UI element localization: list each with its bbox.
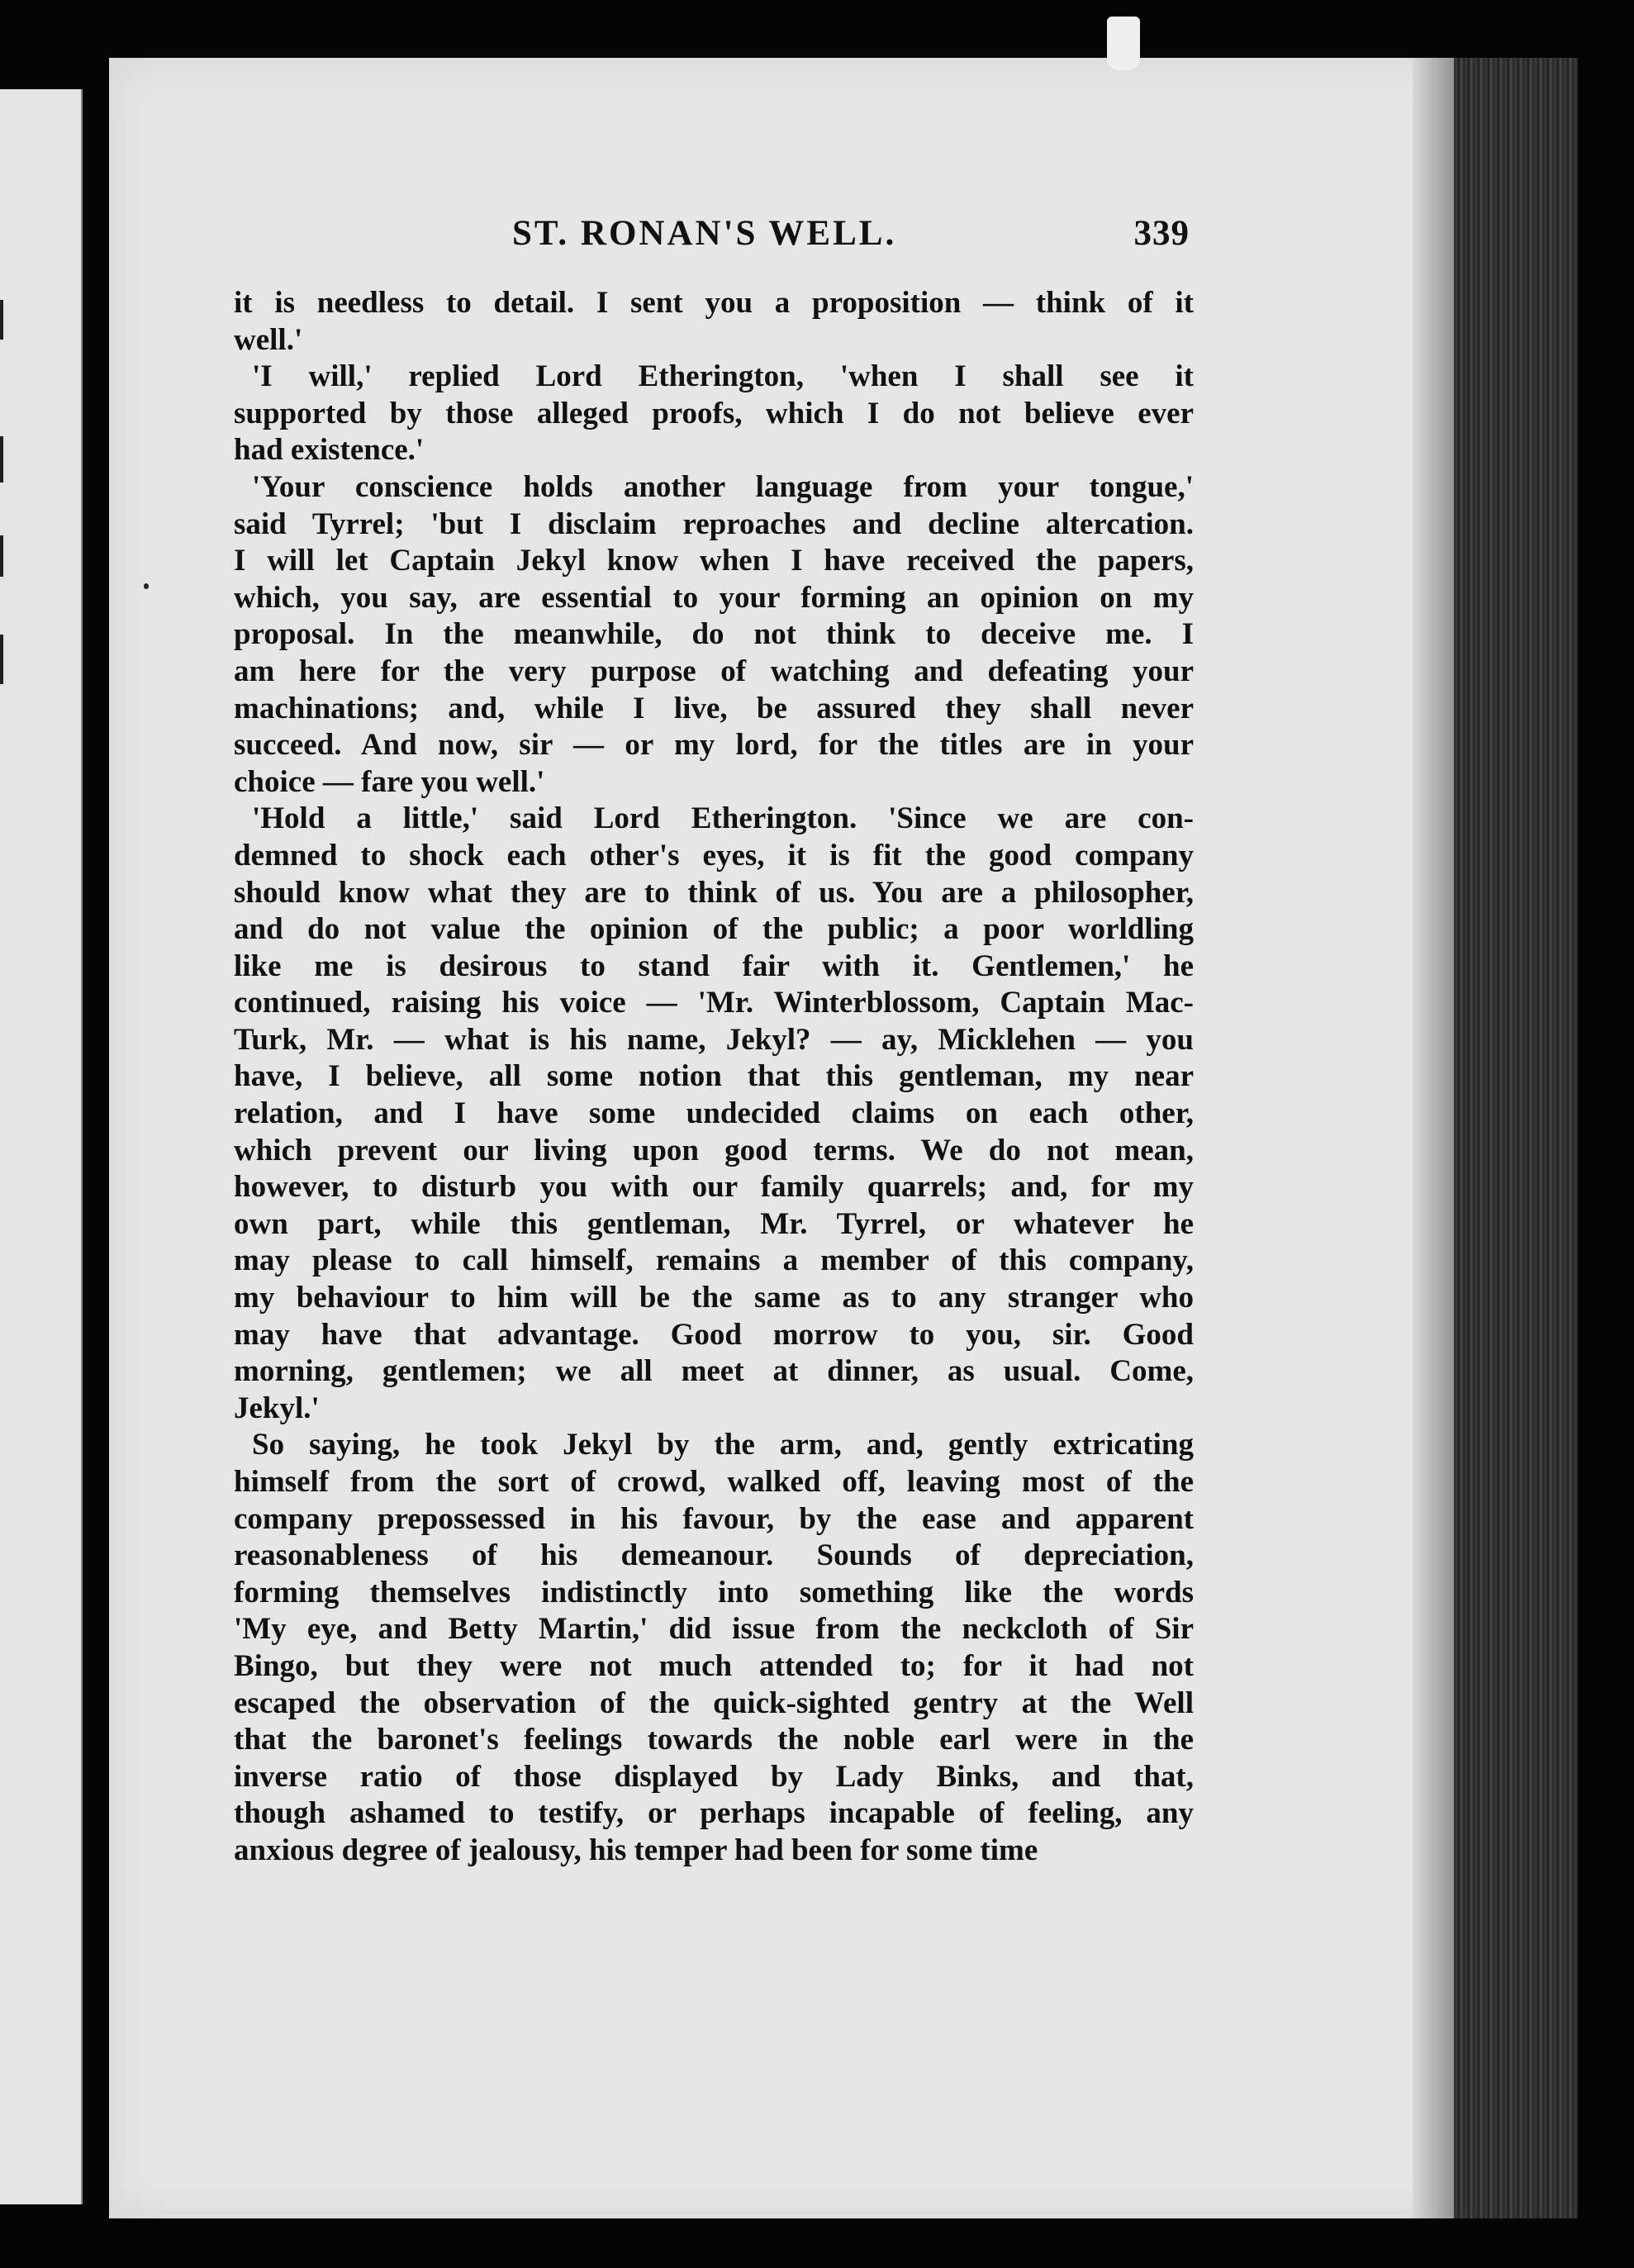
text-line: himself from the sort of crowd, walked off, leaving most of the: [234, 1465, 1194, 1499]
text-line: proposal. In the meanwhile, do not think to deceive me. I: [234, 617, 1194, 652]
left-page-mark: [0, 635, 3, 684]
text-line: forming themselves indistinctly into something like the words: [234, 1575, 1194, 1609]
text-line: however, to disturb you with our family quarrels; and, for my: [234, 1170, 1194, 1205]
text-line: which, you say, are essential to your forming an opinion on my: [234, 580, 1194, 615]
text-line: and do not value the opinion of the public; a poor worldling: [234, 912, 1194, 947]
scan-clip-mark: [1107, 17, 1140, 70]
text-line: it is needless to detail. I sent you a proposition — think of it: [234, 286, 1194, 320]
text-line: 'I will,' replied Lord Etherington, 'when I shall see it: [252, 359, 1194, 394]
text-line: inverse ratio of those displayed by Lady Binks, and that,: [234, 1759, 1194, 1794]
left-page-mark: [0, 535, 3, 577]
ink-speck: [144, 583, 149, 589]
text-line: that the baronet's feelings towards the noble earl were in the: [234, 1723, 1194, 1757]
running-title: ST. RONAN'S WELL.: [512, 214, 897, 253]
text-line: have, I believe, all some notion that this gentleman, my near: [234, 1059, 1194, 1094]
text-line: demned to shock each other's eyes, it is fit the good company: [234, 838, 1194, 872]
text-line: well.': [234, 322, 303, 357]
text-line: like me is desirous to stand fair with it. Gentlemen,' he: [234, 949, 1194, 983]
text-line: So saying, he took Jekyl by the arm, and, gently extricating: [252, 1428, 1194, 1462]
text-line: 'Your conscience holds another language from your tongue,': [252, 469, 1194, 504]
text-line: said Tyrrel; 'but I disclaim reproaches and decline altercation.: [234, 506, 1194, 541]
text-line: Jekyl.': [234, 1391, 320, 1425]
text-line: which prevent our living upon good terms. We do not mean,: [234, 1133, 1194, 1167]
text-line: relation, and I have some undecided claims on each other,: [234, 1096, 1194, 1131]
left-page-mark: [0, 300, 3, 340]
text-line: company prepossessed in his favour, by the ease and apparent: [234, 1501, 1194, 1536]
text-line: Bingo, but they were not much attended to; for it had not: [234, 1648, 1194, 1683]
text-line: choice — fare you well.': [234, 764, 545, 799]
page-fore-edge-shadow: [1413, 58, 1458, 2218]
text-line: escaped the observation of the quick-sighted gentry at the Well: [234, 1686, 1194, 1720]
text-line: am here for the very purpose of watching and defeating your: [234, 654, 1194, 688]
text-line: may have that advantage. Good morrow to you, sir. Good: [234, 1317, 1194, 1352]
text-line: my behaviour to him will be the same as to any stranger who: [234, 1281, 1194, 1315]
text-line: own part, while this gentleman, Mr. Tyrrel, or whatever he: [234, 1206, 1194, 1241]
text-line: succeed. And now, sir — or my lord, for the titles are in your: [234, 728, 1194, 763]
page-number: 339: [1133, 214, 1190, 253]
text-line: reasonableness of his demeanour. Sounds of depreciation,: [234, 1538, 1194, 1573]
text-line: Turk, Mr. — what is his name, Jekyl? — ay, Micklehen — you: [234, 1022, 1194, 1057]
body-text: [234, 285, 1194, 1870]
text-line: continued, raising his voice — 'Mr. Winterblossom, Captain Mac-: [234, 986, 1194, 1020]
page-stack-edge: [1454, 58, 1578, 2218]
text-line: may please to call himself, remains a member of this company,: [234, 1243, 1194, 1278]
page-header: [512, 213, 1190, 263]
text-line: supported by those alleged proofs, which I do not believe ever: [234, 396, 1194, 430]
text-line: I will let Captain Jekyl know when I have received the papers,: [234, 544, 1194, 578]
text-line: had existence.': [234, 433, 425, 468]
text-line: should know what they are to think of us. You are a philosopher,: [234, 875, 1194, 910]
text-line: though ashamed to testify, or perhaps incapable of feeling, any: [234, 1796, 1194, 1831]
left-page-edge: [0, 89, 83, 2204]
text-line: anxious degree of jealousy, his temper had been for some time: [234, 1833, 1038, 1867]
left-page-mark: [0, 436, 3, 483]
text-line: 'My eye, and Betty Martin,' did issue from the neckcloth of Sir: [234, 1612, 1194, 1647]
text-line: machinations; and, while I live, be assured they shall never: [234, 691, 1194, 725]
text-line: morning, gentlemen; we all meet at dinner, as usual. Come,: [234, 1354, 1194, 1389]
text-line: 'Hold a little,' said Lord Etherington. 'Since we are con-: [252, 801, 1194, 836]
